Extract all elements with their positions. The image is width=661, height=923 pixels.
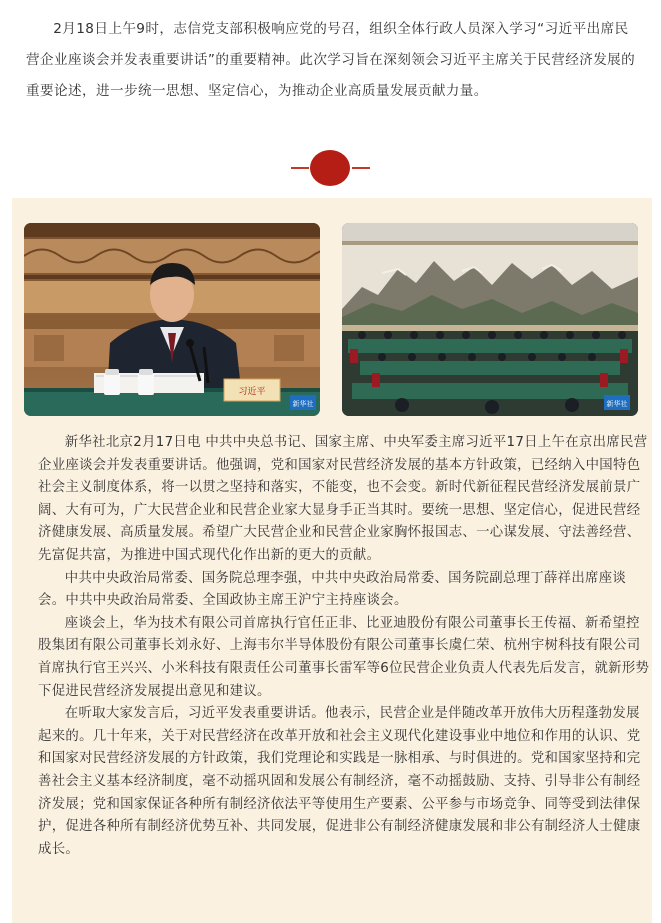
article-paragraph: 在听取大家发言后，习近平发表重要讲话。他表示，民营企业是伴随改革开放伟大历程蓬勃发展起来的。几十年来，关于对民营经济在改革开放和社会主义现代化建设事业中地位和作用的认识、党和国家对民营经济发展的方针政策，我们党理论和实践是一脉相承、与时俱进的。党和国家坚持和完善社会主义基本经济制度，毫不动摇巩固和发展公有制经济，毫不动摇鼓励、支持、引导非公有制经济发展；党和国家保证各种所有制经济依法平等使用生产要素、公平参与市场竞争、同等受到法律保护，促进各种所有制经济优势互补、共同发展，促进非公有制经济健康发展和非公有制经济人士健康成长。	[38, 706, 641, 857]
nameplate-text: 习近平	[238, 387, 266, 397]
divider-line-left	[291, 167, 309, 169]
section-divider	[0, 150, 661, 186]
xinhua-watermark-left: 新华社	[292, 400, 314, 408]
article-paragraph: 中共中央政治局常委、国务院总理李强，中共中央政治局常委、国务院副总理丁薛祥出席座谈会。中共中央政治局常委、全国政协主席王沪宁主持座谈会。	[38, 570, 627, 609]
article-body	[38, 432, 652, 861]
speaker-photo	[24, 223, 320, 416]
article-paragraph: 新华社北京2月17日电 中共中央总书记、国家主席、中央军委主席习近平17日上午在京出席民营企业座谈会并发表重要讲话。他强调，党和国家对民营经济发展的基本方针政策，已经纳入中国特色社会主义制度体系，将一以贯之坚持和落实，不能变，也不会变。新时代新征程民营经济发展前景广阔、大有可为，广大民营企业和民营企业家大显身手正当其时。要统一思想、坚定信心，促进民营经济健康发展、高质量发展。希望广大民营企业和民营企业家胸怀报国志、一心谋发展、守法善经营、先富促共富，为推进中国式现代化作出新的更大的贡献。	[38, 435, 648, 563]
xinhua-watermark-right: 新华社	[606, 400, 628, 408]
content-panel	[12, 198, 652, 923]
divider-line-right	[352, 167, 370, 169]
meeting-room-photo	[342, 223, 638, 416]
article-paragraph: 座谈会上，华为技术有限公司首席执行官任正非、比亚迪股份有限公司董事长王传福、新希望控股集团有限公司董事长刘永好、上海韦尔半导体股份有限公司董事长虞仁荣、杭州宇树科技有限公司首席执行官王兴兴、小米科技有限责任公司董事长雷军等6位民营企业负责人代表先后发言，就新形势下促进民营经济发展提出意见和建议。	[38, 615, 650, 699]
divider-red-dot	[310, 150, 350, 186]
intro-paragraph: 2月18日上午9时，志信党支部积极响应党的号召，组织全体行政人员深入学习“习近平出席民营企业座谈会并发表重要讲话”的重要精神。此次学习旨在深刻领会习近平主席关于民营经济发展的重要论述，进一步统一思想、坚定信心，为推动企业高质量发展贡献力量。	[26, 21, 636, 100]
